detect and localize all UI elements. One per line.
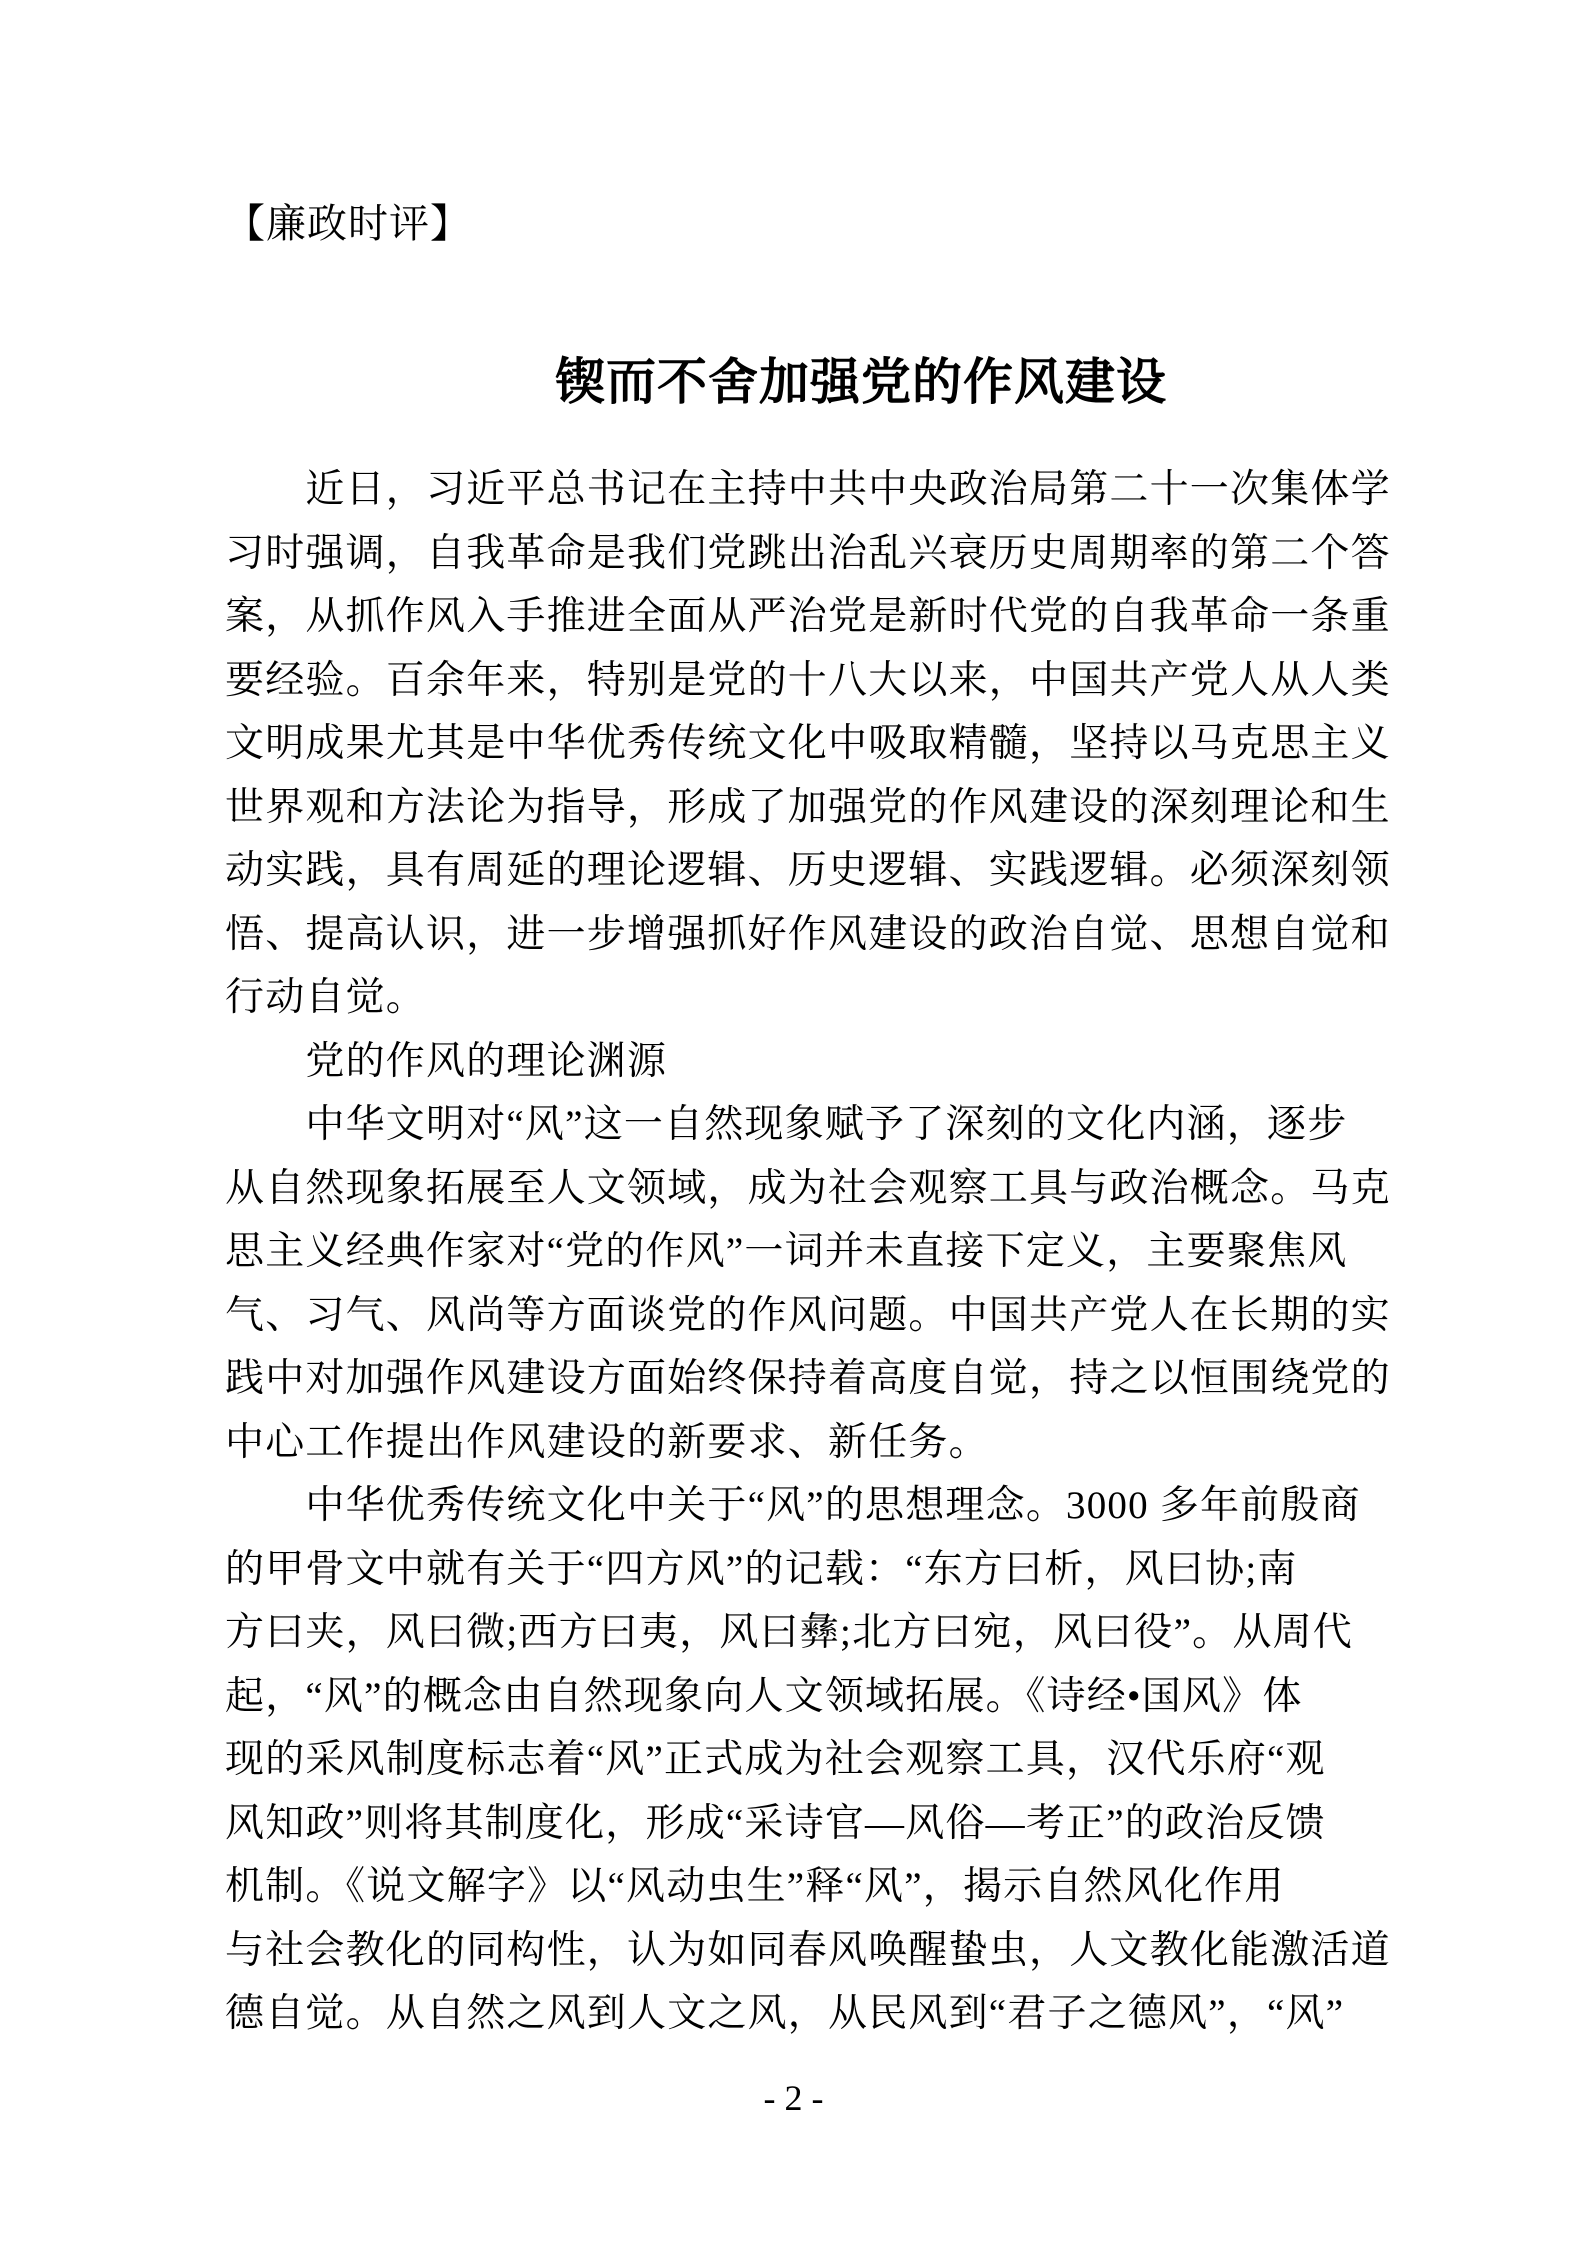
body-line: 悟、提高认识，进一步增强抓好作风建设的政治自觉、思想自觉和 — [225, 912, 1391, 956]
body-line: 案，从抓作风入手推进全面从严治党是新时代党的自我革命一条重 — [225, 595, 1391, 638]
body-line: 党的作风的理论渊源 — [225, 1039, 668, 1083]
body-line: 要经验。百余年来，特别是党的十八大以来，中国共产党人从人类 — [225, 658, 1391, 702]
body-line: 的甲骨文中就有关于“四方风”的记载：“东方曰析，风曰协;南 — [225, 1547, 1298, 1591]
body-line: 中华优秀传统文化中关于“风”的思想理念。3000 多年前殷商 — [225, 1484, 1361, 1527]
body-line: 践中对加强作风建设方面始终保持着高度自觉，持之以恒围绕党的 — [225, 1357, 1391, 1400]
body-line: 中华文明对“风”这一自然现象赋予了深刻的文化内涵，逐步 — [225, 1103, 1348, 1146]
body-line: 从自然现象拓展至人文领域，成为社会观察工具与政治概念。马克 — [225, 1166, 1391, 1210]
body-line: 机制。《说文解字》以“风动虫生”释“风”，揭示自然风化作用 — [225, 1865, 1285, 1908]
body-line: 习时强调，自我革命是我们党跳出治乱兴衰历史周期率的第二个答 — [225, 531, 1391, 575]
body-line: 气、习气、风尚等方面谈党的作风问题。中国共产党人在长期的实 — [225, 1293, 1391, 1337]
document-title: 锲而不舍加强党的作风建设 — [555, 353, 1167, 410]
body-line: 文明成果尤其是中华优秀传统文化中吸取精髓，坚持以马克思主义 — [225, 722, 1391, 765]
body-line: 世界观和方法论为指导，形成了加强党的作风建设的深刻理论和生 — [225, 785, 1391, 829]
body-line: 与社会教化的同构性，认为如同春风唤醒蛰虫，人文教化能激活道 — [225, 1928, 1391, 1972]
body-line: 思主义经典作家对“党的作风”一词并未直接下定义，主要聚焦风 — [225, 1230, 1348, 1273]
body-line: 现的采风制度标志着“风”正式成为社会观察工具，汉代乐府“观 — [225, 1738, 1326, 1781]
body-line: 中心工作提出作风建设的新要求、新任务。 — [225, 1420, 989, 1464]
body-line: 方曰夹，风曰微;西方曰夷，风曰彝;北方曰宛，风曰役”。从周代 — [225, 1611, 1353, 1654]
body-line: 德自觉。从自然之风到人文之风，从民风到“君子之德风”，“风” — [225, 1992, 1345, 2035]
body-line: 近日，习近平总书记在主持中共中央政治局第二十一次集体学 — [225, 468, 1391, 511]
page-number: - 2 - — [763, 2078, 824, 2118]
document-body — [225, 458, 1437, 2046]
body-line: 风知政”则将其制度化，形成“采诗官—风俗—考正”的政治反馈 — [225, 1801, 1326, 1845]
section-label: 【廉政时评】 — [225, 201, 471, 246]
body-line: 起，“风”的概念由自然现象向人文领域拓展。《诗经•国风》体 — [225, 1674, 1303, 1718]
body-line: 动实践，具有周延的理论逻辑、历史逻辑、实践逻辑。必须深刻领 — [225, 849, 1391, 892]
body-line: 行动自觉。 — [225, 976, 427, 1019]
